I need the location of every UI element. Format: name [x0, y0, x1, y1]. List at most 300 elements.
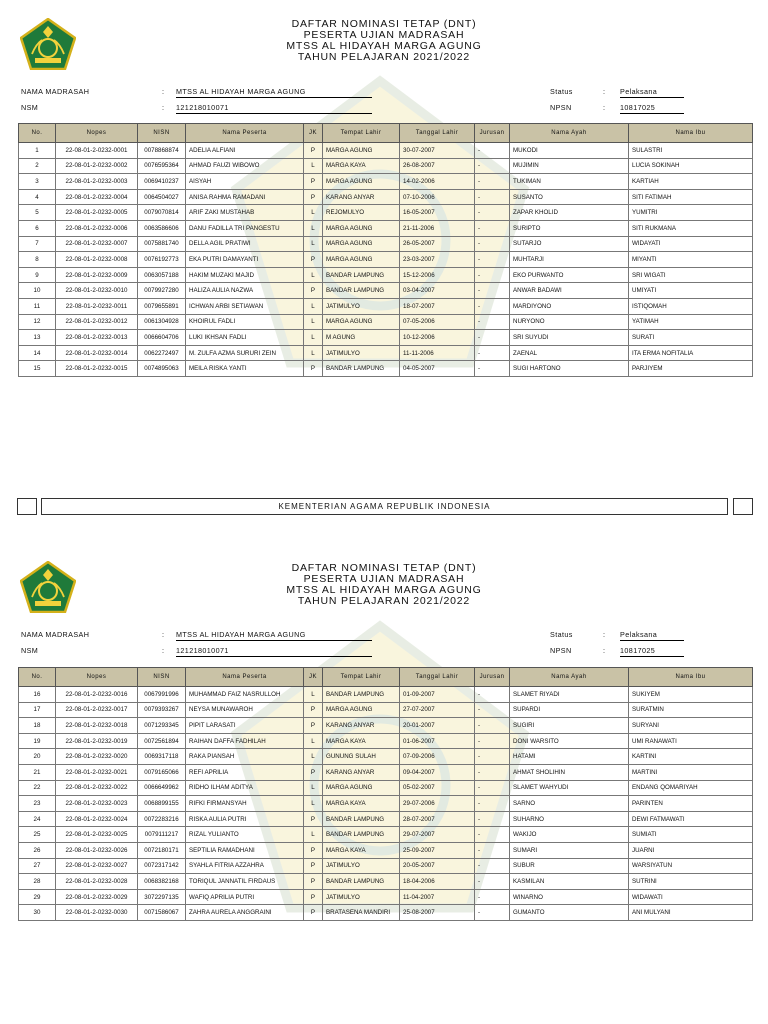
- cell-tempat-lahir: MARGA AGUNG: [323, 702, 400, 718]
- cell-nisn: 0069317118: [138, 749, 186, 765]
- cell-tempat-lahir: MARGA AGUNG: [323, 236, 400, 252]
- cell-tanggal-lahir: 25-09-2007: [400, 842, 475, 858]
- cell-tanggal-lahir: 07-05-2006: [400, 314, 475, 330]
- footer-bar: [0, 498, 768, 518]
- cell-jk: L: [304, 796, 323, 812]
- column-header-nisn: NISN: [138, 124, 186, 143]
- cell-jurusan: -: [475, 314, 510, 330]
- cell-no: 20: [19, 749, 56, 765]
- cell-nopes: 22-08-01-2-0232-0012: [56, 314, 138, 330]
- cell-nisn: 0075881740: [138, 236, 186, 252]
- cell-nisn: 0072180171: [138, 842, 186, 858]
- cell-nama-ibu: SITI FATIMAH: [629, 189, 753, 205]
- cell-nama-ayah: MUHTARJI: [510, 252, 629, 268]
- cell-nama-ibu: KARTINI: [629, 749, 753, 765]
- cell-nisn: 0079655891: [138, 298, 186, 314]
- cell-nisn: 0079165066: [138, 764, 186, 780]
- cell-nisn: 0074895063: [138, 361, 186, 377]
- cell-nama-ibu: JUARNI: [629, 842, 753, 858]
- table-row: [19, 330, 753, 346]
- cell-nama-ayah: SLAMET RIYADI: [510, 687, 629, 703]
- cell-jk: P: [304, 905, 323, 921]
- table-row: [19, 858, 753, 874]
- cell-nama-ayah: KASMILAN: [510, 874, 629, 890]
- cell-nama-ibu: MARTINI: [629, 764, 753, 780]
- cell-jurusan: -: [475, 827, 510, 843]
- cell-nopes: 22-08-01-2-0232-0013: [56, 330, 138, 346]
- cell-nama-ayah: WAKIJO: [510, 827, 629, 843]
- cell-nama-peserta: KHOIRUL FADLI: [186, 314, 304, 330]
- cell-jk: L: [304, 158, 323, 174]
- cell-nama-peserta: ADELIA ALFIANI: [186, 143, 304, 159]
- cell-tanggal-lahir: 26-05-2007: [400, 236, 475, 252]
- cell-jurusan: -: [475, 811, 510, 827]
- cell-jurusan: -: [475, 205, 510, 221]
- cell-nama-peserta: MEILA RISKA YANTI: [186, 361, 304, 377]
- cell-no: 5: [19, 205, 56, 221]
- cell-nama-ayah: ZAPAR KHOLID: [510, 205, 629, 221]
- cell-nama-ibu: SURYANI: [629, 718, 753, 734]
- cell-jk: L: [304, 687, 323, 703]
- cell-nisn: 0072561894: [138, 733, 186, 749]
- table-row: [19, 889, 753, 905]
- cell-nama-peserta: LUKI IKHSAN FADLI: [186, 330, 304, 346]
- cell-tempat-lahir: GUNUNG SULAH: [323, 749, 400, 765]
- cell-jk: P: [304, 702, 323, 718]
- cell-no: 21: [19, 764, 56, 780]
- cell-tempat-lahir: MARGA AGUNG: [323, 252, 400, 268]
- cell-jk: L: [304, 345, 323, 361]
- cell-nama-peserta: DELLA AGIL PRATIWI: [186, 236, 304, 252]
- cell-nopes: 22-08-01-2-0232-0002: [56, 158, 138, 174]
- cell-jurusan: -: [475, 749, 510, 765]
- cell-tempat-lahir: MARGA KAYA: [323, 796, 400, 812]
- npsn-label: NPSN: [550, 646, 572, 655]
- cell-nama-peserta: RIZAL YULIANTO: [186, 827, 304, 843]
- cell-nisn: 0079111217: [138, 827, 186, 843]
- cell-jurusan: -: [475, 842, 510, 858]
- column-header-nopes: Nopes: [56, 124, 138, 143]
- cell-nama-ibu: ANI MULYANI: [629, 905, 753, 921]
- cell-tempat-lahir: MARGA KAYA: [323, 733, 400, 749]
- cell-nama-ibu: SURATMIN: [629, 702, 753, 718]
- cell-nama-ayah: SUSANTO: [510, 189, 629, 205]
- cell-nama-ibu: SRI WIGATI: [629, 267, 753, 283]
- colon: :: [162, 103, 165, 112]
- cell-nama-peserta: WAFIQ APRILIA PUTRI: [186, 889, 304, 905]
- cell-nama-ibu: SUMIATI: [629, 827, 753, 843]
- cell-jk: P: [304, 764, 323, 780]
- cell-tanggal-lahir: 23-03-2007: [400, 252, 475, 268]
- cell-tempat-lahir: REJOMULYO: [323, 205, 400, 221]
- cell-nama-ayah: SLAMET WAHYUDI: [510, 780, 629, 796]
- cell-tempat-lahir: BANDAR LAMPUNG: [323, 361, 400, 377]
- cell-nama-peserta: ZAHRA AURELA ANGGRAINI: [186, 905, 304, 921]
- participants-table: [18, 123, 753, 377]
- cell-tanggal-lahir: 04-05-2007: [400, 361, 475, 377]
- table-row: [19, 764, 753, 780]
- cell-nama-ayah: AHMAT SHOLIHIN: [510, 764, 629, 780]
- table-row: [19, 749, 753, 765]
- column-header-jurusan: Jurusan: [475, 124, 510, 143]
- cell-nama-ayah: NURYONO: [510, 314, 629, 330]
- cell-nama-ibu: ENDANG QOMARIYAH: [629, 780, 753, 796]
- cell-tanggal-lahir: 16-05-2007: [400, 205, 475, 221]
- cell-nama-ayah: SUMARI: [510, 842, 629, 858]
- cell-no: 10: [19, 283, 56, 299]
- cell-no: 16: [19, 687, 56, 703]
- npsn-label: NPSN: [550, 103, 572, 112]
- table-row: [19, 143, 753, 159]
- cell-nopes: 22-08-01-2-0232-0003: [56, 174, 138, 190]
- table-row: [19, 796, 753, 812]
- cell-nama-peserta: DANU FADILLA TRI PANGESTU: [186, 220, 304, 236]
- cell-nopes: 22-08-01-2-0232-0017: [56, 702, 138, 718]
- cell-jk: P: [304, 283, 323, 299]
- cell-nama-peserta: SYAHLA FITRIA AZZAHRA: [186, 858, 304, 874]
- cell-nisn: 0061304928: [138, 314, 186, 330]
- cell-nama-ayah: MUJIMIN: [510, 158, 629, 174]
- cell-jurusan: -: [475, 687, 510, 703]
- cell-nama-ibu: SITI RUKMANA: [629, 220, 753, 236]
- cell-jk: L: [304, 314, 323, 330]
- cell-no: 12: [19, 314, 56, 330]
- cell-nisn: 0063586606: [138, 220, 186, 236]
- cell-nama-ayah: EKO PURWANTO: [510, 267, 629, 283]
- cell-tanggal-lahir: 14-02-2006: [400, 174, 475, 190]
- cell-tanggal-lahir: 15-12-2006: [400, 267, 475, 283]
- cell-nopes: 22-08-01-2-0232-0014: [56, 345, 138, 361]
- cell-no: 24: [19, 811, 56, 827]
- cell-tanggal-lahir: 18-04-2006: [400, 874, 475, 890]
- cell-jurusan: -: [475, 345, 510, 361]
- cell-nopes: 22-08-01-2-0232-0018: [56, 718, 138, 734]
- cell-nama-ibu: PARJIYEM: [629, 361, 753, 377]
- cell-nisn: 0063057188: [138, 267, 186, 283]
- cell-nama-ayah: MUKODI: [510, 143, 629, 159]
- colon: :: [162, 87, 165, 96]
- footer-left-box: [17, 498, 37, 515]
- cell-no: 27: [19, 858, 56, 874]
- cell-nisn: 0079070814: [138, 205, 186, 221]
- table-row: [19, 811, 753, 827]
- table-row: [19, 236, 753, 252]
- cell-nama-ayah: TUKIMAN: [510, 174, 629, 190]
- cell-tanggal-lahir: 07-09-2006: [400, 749, 475, 765]
- cell-nama-ibu: DEWI FATMAWATI: [629, 811, 753, 827]
- nama-madrasah-label: NAMA MADRASAH: [21, 630, 90, 639]
- cell-tanggal-lahir: 01-06-2007: [400, 733, 475, 749]
- cell-tanggal-lahir: 20-01-2007: [400, 718, 475, 734]
- title-line-2: PESERTA UJIAN MADRASAH: [303, 29, 465, 41]
- cell-nopes: 22-08-01-2-0232-0022: [56, 780, 138, 796]
- cell-tempat-lahir: MARGA AGUNG: [323, 143, 400, 159]
- cell-no: 18: [19, 718, 56, 734]
- table-row: [19, 874, 753, 890]
- column-header-jk: JK: [304, 124, 323, 143]
- cell-nama-ayah: SUBUR: [510, 858, 629, 874]
- cell-tanggal-lahir: 26-08-2007: [400, 158, 475, 174]
- table-row: [19, 283, 753, 299]
- cell-nama-ibu: YATIMAH: [629, 314, 753, 330]
- table-row: [19, 780, 753, 796]
- column-header-nama-peserta: Nama Peserta: [186, 124, 304, 143]
- table-row: [19, 733, 753, 749]
- cell-tanggal-lahir: 21-11-2006: [400, 220, 475, 236]
- cell-nama-peserta: PIPIT LARASATI: [186, 718, 304, 734]
- cell-tanggal-lahir: 09-04-2007: [400, 764, 475, 780]
- column-header-jurusan: Jurusan: [475, 668, 510, 687]
- cell-nama-ayah: ANWAR BADAWI: [510, 283, 629, 299]
- cell-tempat-lahir: BANDAR LAMPUNG: [323, 874, 400, 890]
- cell-tempat-lahir: KARANG ANYAR: [323, 189, 400, 205]
- cell-nama-ayah: GUMANTO: [510, 905, 629, 921]
- cell-nama-peserta: RISKA AULIA PUTRI: [186, 811, 304, 827]
- cell-jk: P: [304, 718, 323, 734]
- table-row: [19, 298, 753, 314]
- cell-tanggal-lahir: 28-07-2007: [400, 811, 475, 827]
- cell-tempat-lahir: BANDAR LAMPUNG: [323, 283, 400, 299]
- dnt-page-2: DAFTAR NOMINASI TETAP (DNT) PESERTA UJIAN MADRASAH MTSS AL HIDAYAH MARGA AGUNG TAHUN PELAJARAN 2021/2022 NAMA MADRASAH : MTSS AL HIDAYAH MARGA AGUNG NSM : 121218010071 Status : Pelaksana NPSN : 10817025 No. Nopes NISN Nama Peserta JK Tempat Lahir Tanggal Lahir Jurusan Nama Ayah Nama Ibu 16 22-08-01-2-0232-0016 0067991996 MUHAMMAD FAIZ NASRULLOH L BANDAR LAMPUNG 01-09-2007 - SLAMET RIYADI SUKIYEM 17 22-08-01-2-0232-0017 0079393267 NEYSA MUNAWAROH P MARGA AGUNG 27-07-2007 - SUPARDI SURATMIN 18 22-08-01-2-0232-0018 0071293345 PIPIT LARASATI P KARANG ANYAR 20-01-2007 - SUGIRI SURYANI 19 22-08-01-2-0232-0019 0072561894 RAIHAN DAFFA FADHILAH L MARGA KAYA 01-06-2007 - DONI WARSITO UMI RANAWATI 20 22-08-01-2-0232-0020 0069317118 RAKA PIANSAH L GUNUNG SULAH 07-09-2006 - HATAMI KARTINI 21 22-08-01-2-0232-0021 0079165066 REFI APRILIA P KARANG ANYAR 09-04-2007 - AHMAT SHOLIHIN MARTINI 22 22-08-01-2-0232-0022 0066649962 RIDHO ILHAM ADITYA L MARGA AGUNG 05-02-2007 - SLAMET WAHYUDI ENDANG QOMARIYAH 23 22-08-01-2-0232-0023 0068899155 RIFKI FIRMANSYAH L MARGA KAYA 29-07-2006 - SARNO PARINTEN 24 22-08-01-2-0232-0024 0072283216 RISKA AULIA PUTRI P BANDAR LAMPUNG 28-07-2007 - SUHARNO DEWI FATMAWATI 25 22-08-01-2-0232-0025 0079111217 RIZAL YULIANTO L BANDAR LAMPUNG 29-07-2007 - WAKIJO SUMIATI 26 22-08-01-2-0232-0026 0072180171 SEPTILIA RAMADHANI P MARGA KAYA 25-09-2007 - SUMARI JUARNI 27 22-08-01-2-0232-0027 0072317142 SYAHLA FITRIA AZZAHRA P JATIMULYO 20-05-2007 - SUBUR WARSIYATUN 28 22-08-01-2-0232-0028 0068382168 TORIQUL JANNATIL FIRDAUS P BANDAR LAMPUNG 18-04-2006 - KASMILAN SUTRINI 29 22-08-01-2-0232-0029 3072297135 WAFIQ APRILIA PUTRI P JATIMULYO 11-04-2007 - WINARNO WIDAWATI 30 22-08-01-2-0232-0030 0071586067 ZAHRA AURELA ANGGRAINI P BRATASENA MANDIRI 25-08-2007 - GUMANTO ANI MULYANI: [0, 545, 768, 1024]
- title-line-4: TAHUN PELAJARAN 2021/2022: [297, 51, 471, 63]
- cell-nama-ibu: WIDAWATI: [629, 889, 753, 905]
- cell-nama-ibu: ITA ERMA NOFITALIA: [629, 345, 753, 361]
- cell-jk: L: [304, 298, 323, 314]
- table-header-row: [19, 668, 753, 687]
- cell-no: 17: [19, 702, 56, 718]
- table-header-row: [19, 124, 753, 143]
- dnt-page-1: DAFTAR NOMINASI TETAP (DNT) PESERTA UJIAN MADRASAH MTSS AL HIDAYAH MARGA AGUNG TAHUN PELAJARAN 2021/2022 NAMA MADRASAH : MTSS AL HIDAYAH MARGA AGUNG NSM : 121218010071 Status : Pelaksana NPSN : 10817025 No. Nopes NISN Nama Peserta JK Tempat Lahir Tanggal Lahir Jurusan Nama Ayah Nama Ibu 1 22-08-01-2-0232-0001 0078868874 ADELIA ALFIANI P MARGA AGUNG 30-07-2007 - MUKODI SULASTRI 2 22-08-01-2-0232-0002 0076595364 AHMAD FAUZI WIBOWO L MARGA KAYA 26-08-2007 - MUJIMIN LUCIA SOKINAH 3 22-08-01-2-0232-0003 0069410237 AISYAH P MARGA AGUNG 14-02-2006 - TUKIMAN KARTIAH 4 22-08-01-2-0232-0004 0064504027 ANISA RAHMA RAMADANI P KARANG ANYAR 07-10-2006 - SUSANTO SITI FATIMAH 5 22-08-01-2-0232-0005 0079070814 ARIF ZAKI MUSTAHAB L REJOMULYO 16-05-2007 - ZAPAR KHOLID YUMITRI 6 22-08-01-2-0232-0006 0063586606 DANU FADILLA TRI PANGESTU L MARGA AGUNG 21-11-2006 - SURIPTO SITI RUKMANA 7 22-08-01-2-0232-0007 0075881740 DELLA AGIL PRATIWI L MARGA AGUNG 26-05-2007 - SUTARJO WIDAYATI 8 22-08-01-2-0232-0008 0076192773 EKA PUTRI DAMAYANTI P MARGA AGUNG 23-03-2007 - MUHTARJI MIYANTI 9 22-08-01-2-0232-0009 0063057188 HAKIM MUZAKI MAJID L BANDAR LAMPUNG 15-12-2006 - EKO PURWANTO SRI WIGATI 10 22-08-01-2-0232-0010 0079927280 HALIZA AULIA NAZWA P BANDAR LAMPUNG 03-04-2007 - ANWAR BADAWI UMIYATI 11 22-08-01-2-0232-0011 0079655891 ICHWAN ARBI SETIAWAN L JATIMULYO 18-07-2007 - MARDIYONO ISTIQOMAH 12 22-08-01-2-0232-0012 0061304928 KHOIRUL FADLI L MARGA AGUNG 07-05-2006 - NURYONO YATIMAH 13 22-08-01-2-0232-0013 0066604706 LUKI IKHSAN FADLI L M AGUNG 10-12-2006 - SRI SUYUDI SURATI 14 22-08-01-2-0232-0014 0062272497 M. ZULFA AZMA SURURI ZEIN L JATIMULYO 11-11-2006 - ZAENAL ITA ERMA NOFITALIA 15 22-08-01-2-0232-0015 0074895063 MEILA RISKA YANTI P BANDAR LAMPUNG 04-05-2007 - SUGI HARTONO PARJIYEM: [0, 0, 768, 490]
- cell-nisn: 0064504027: [138, 189, 186, 205]
- column-header-nisn: NISN: [138, 668, 186, 687]
- table-row: [19, 905, 753, 921]
- cell-jurusan: -: [475, 874, 510, 890]
- cell-nisn: 0078868874: [138, 143, 186, 159]
- cell-jk: L: [304, 827, 323, 843]
- cell-nisn: 0076595364: [138, 158, 186, 174]
- column-header-nama-peserta: Nama Peserta: [186, 668, 304, 687]
- cell-nama-peserta: TORIQUL JANNATIL FIRDAUS: [186, 874, 304, 890]
- cell-nama-ayah: DONI WARSITO: [510, 733, 629, 749]
- cell-tempat-lahir: M AGUNG: [323, 330, 400, 346]
- colon: :: [603, 646, 606, 655]
- cell-no: 30: [19, 905, 56, 921]
- cell-no: 14: [19, 345, 56, 361]
- cell-tempat-lahir: KARANG ANYAR: [323, 718, 400, 734]
- cell-jk: P: [304, 842, 323, 858]
- cell-jk: L: [304, 749, 323, 765]
- cell-nopes: 22-08-01-2-0232-0001: [56, 143, 138, 159]
- nsm-label: NSM: [21, 103, 39, 112]
- cell-jurusan: -: [475, 905, 510, 921]
- cell-jk: P: [304, 874, 323, 890]
- table-row: [19, 345, 753, 361]
- cell-nopes: 22-08-01-2-0232-0007: [56, 236, 138, 252]
- cell-jurusan: -: [475, 330, 510, 346]
- table-row: [19, 205, 753, 221]
- colon: :: [603, 103, 606, 112]
- cell-tempat-lahir: BANDAR LAMPUNG: [323, 267, 400, 283]
- cell-nama-ibu: UMIYATI: [629, 283, 753, 299]
- cell-nama-ibu: MIYANTI: [629, 252, 753, 268]
- cell-tempat-lahir: MARGA AGUNG: [323, 174, 400, 190]
- table-row: [19, 702, 753, 718]
- cell-nisn: 0067991996: [138, 687, 186, 703]
- cell-nisn: 0076192773: [138, 252, 186, 268]
- cell-tanggal-lahir: 20-05-2007: [400, 858, 475, 874]
- cell-nama-peserta: RIFKI FIRMANSYAH: [186, 796, 304, 812]
- cell-tanggal-lahir: 29-07-2007: [400, 827, 475, 843]
- cell-nopes: 22-08-01-2-0232-0005: [56, 205, 138, 221]
- cell-nisn: 0079393267: [138, 702, 186, 718]
- cell-jk: L: [304, 330, 323, 346]
- cell-nama-ibu: KARTIAH: [629, 174, 753, 190]
- cell-no: 1: [19, 143, 56, 159]
- cell-jk: P: [304, 143, 323, 159]
- cell-no: 22: [19, 780, 56, 796]
- cell-tanggal-lahir: 11-04-2007: [400, 889, 475, 905]
- cell-jurusan: -: [475, 189, 510, 205]
- cell-tanggal-lahir: 03-04-2007: [400, 283, 475, 299]
- footer-right-box: [733, 498, 753, 515]
- cell-no: 8: [19, 252, 56, 268]
- cell-nama-peserta: ARIF ZAKI MUSTAHAB: [186, 205, 304, 221]
- cell-nama-peserta: RAIHAN DAFFA FADHILAH: [186, 733, 304, 749]
- cell-nopes: 22-08-01-2-0232-0026: [56, 842, 138, 858]
- cell-no: 23: [19, 796, 56, 812]
- cell-jurusan: -: [475, 158, 510, 174]
- cell-nama-ayah: SUHARNO: [510, 811, 629, 827]
- cell-nama-ayah: SARNO: [510, 796, 629, 812]
- colon: :: [162, 646, 165, 655]
- column-header-jk: JK: [304, 668, 323, 687]
- cell-nama-peserta: SEPTILIA RAMADHANI: [186, 842, 304, 858]
- cell-nama-ayah: SUTARJO: [510, 236, 629, 252]
- cell-nama-ayah: MARDIYONO: [510, 298, 629, 314]
- cell-nama-ayah: SRI SUYUDI: [510, 330, 629, 346]
- cell-nopes: 22-08-01-2-0232-0024: [56, 811, 138, 827]
- cell-nopes: 22-08-01-2-0232-0021: [56, 764, 138, 780]
- title-line-3: MTSS AL HIDAYAH MARGA AGUNG: [286, 584, 482, 596]
- cell-jurusan: -: [475, 143, 510, 159]
- table-row: [19, 827, 753, 843]
- cell-jk: L: [304, 220, 323, 236]
- cell-nama-ibu: SUTRINI: [629, 874, 753, 890]
- column-header-tanggal-lahir: Tanggal Lahir: [400, 668, 475, 687]
- cell-nisn: 0068382168: [138, 874, 186, 890]
- cell-nama-peserta: MUHAMMAD FAIZ NASRULLOH: [186, 687, 304, 703]
- cell-jurusan: -: [475, 236, 510, 252]
- cell-nopes: 22-08-01-2-0232-0011: [56, 298, 138, 314]
- cell-nama-peserta: HALIZA AULIA NAZWA: [186, 283, 304, 299]
- cell-tempat-lahir: MARGA AGUNG: [323, 220, 400, 236]
- document-title: [0, 19, 768, 63]
- cell-jurusan: -: [475, 267, 510, 283]
- cell-no: 25: [19, 827, 56, 843]
- cell-nama-ayah: SUGIRI: [510, 718, 629, 734]
- table-row: [19, 252, 753, 268]
- column-header-nama-ayah: Nama Ayah: [510, 668, 629, 687]
- cell-nisn: 0068899155: [138, 796, 186, 812]
- cell-jurusan: -: [475, 718, 510, 734]
- cell-tempat-lahir: JATIMULYO: [323, 298, 400, 314]
- cell-nama-ibu: PARINTEN: [629, 796, 753, 812]
- cell-nama-ayah: SUPARDI: [510, 702, 629, 718]
- cell-nama-ibu: LUCIA SOKINAH: [629, 158, 753, 174]
- cell-tempat-lahir: JATIMULYO: [323, 858, 400, 874]
- cell-nama-peserta: M. ZULFA AZMA SURURI ZEIN: [186, 345, 304, 361]
- title-line-2: PESERTA UJIAN MADRASAH: [303, 573, 465, 585]
- cell-nopes: 22-08-01-2-0232-0015: [56, 361, 138, 377]
- cell-nopes: 22-08-01-2-0232-0009: [56, 267, 138, 283]
- cell-no: 15: [19, 361, 56, 377]
- cell-nopes: 22-08-01-2-0232-0020: [56, 749, 138, 765]
- cell-no: 6: [19, 220, 56, 236]
- table-row: [19, 220, 753, 236]
- cell-jurusan: -: [475, 298, 510, 314]
- cell-no: 28: [19, 874, 56, 890]
- cell-jurusan: -: [475, 733, 510, 749]
- cell-nopes: 22-08-01-2-0232-0010: [56, 283, 138, 299]
- cell-no: 4: [19, 189, 56, 205]
- cell-jurusan: -: [475, 889, 510, 905]
- cell-nama-ibu: SUKIYEM: [629, 687, 753, 703]
- colon: :: [603, 630, 606, 639]
- cell-jk: P: [304, 889, 323, 905]
- cell-nisn: 0066649962: [138, 780, 186, 796]
- cell-tempat-lahir: MARGA KAYA: [323, 158, 400, 174]
- table-row: [19, 842, 753, 858]
- cell-jurusan: -: [475, 283, 510, 299]
- cell-nisn: 0066604706: [138, 330, 186, 346]
- table-row: [19, 267, 753, 283]
- column-header-no: No.: [19, 668, 56, 687]
- cell-no: 26: [19, 842, 56, 858]
- cell-tempat-lahir: MARGA AGUNG: [323, 314, 400, 330]
- cell-jk: L: [304, 733, 323, 749]
- cell-no: 19: [19, 733, 56, 749]
- cell-tanggal-lahir: 07-10-2006: [400, 189, 475, 205]
- document-title: [0, 563, 768, 607]
- cell-no: 3: [19, 174, 56, 190]
- cell-jurusan: -: [475, 796, 510, 812]
- title-line-4: TAHUN PELAJARAN 2021/2022: [297, 595, 471, 607]
- cell-tanggal-lahir: 01-09-2007: [400, 687, 475, 703]
- table-row: [19, 158, 753, 174]
- table-row: [19, 174, 753, 190]
- cell-nisn: 0071293345: [138, 718, 186, 734]
- title-line-1: DAFTAR NOMINASI TETAP (DNT): [291, 562, 477, 574]
- cell-no: 9: [19, 267, 56, 283]
- cell-tempat-lahir: MARGA AGUNG: [323, 780, 400, 796]
- cell-nama-peserta: RIDHO ILHAM ADITYA: [186, 780, 304, 796]
- cell-tempat-lahir: BANDAR LAMPUNG: [323, 827, 400, 843]
- cell-nopes: 22-08-01-2-0232-0027: [56, 858, 138, 874]
- column-header-nama-ayah: Nama Ayah: [510, 124, 629, 143]
- cell-tanggal-lahir: 05-02-2007: [400, 780, 475, 796]
- cell-tempat-lahir: BANDAR LAMPUNG: [323, 687, 400, 703]
- cell-tempat-lahir: JATIMULYO: [323, 345, 400, 361]
- status-label: Status: [550, 630, 573, 639]
- cell-nopes: 22-08-01-2-0232-0016: [56, 687, 138, 703]
- cell-nopes: 22-08-01-2-0232-0008: [56, 252, 138, 268]
- cell-jk: L: [304, 267, 323, 283]
- column-header-tempat-lahir: Tempat Lahir: [323, 668, 400, 687]
- cell-nopes: 22-08-01-2-0232-0019: [56, 733, 138, 749]
- cell-nama-peserta: ICHWAN ARBI SETIAWAN: [186, 298, 304, 314]
- table-row: [19, 189, 753, 205]
- cell-nama-peserta: HAKIM MUZAKI MAJID: [186, 267, 304, 283]
